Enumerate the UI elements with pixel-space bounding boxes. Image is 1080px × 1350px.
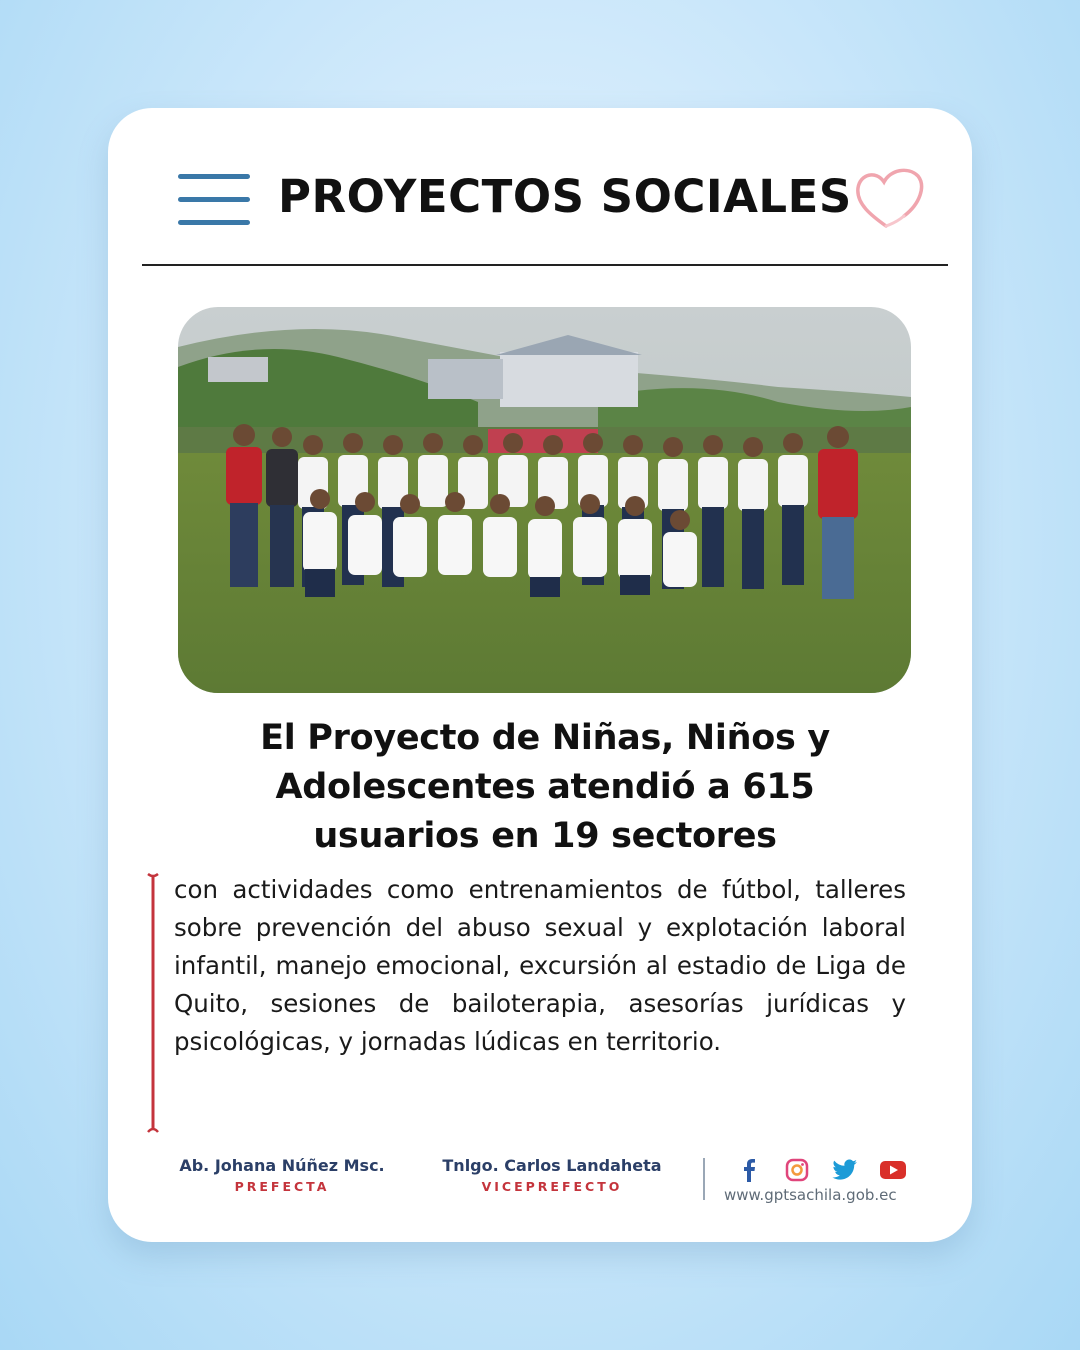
facebook-icon[interactable]	[728, 1158, 770, 1182]
signature-role: PREFECTA	[234, 1179, 330, 1194]
post-card	[108, 108, 972, 1242]
signature-name: Tnlgo. Carlos Landaheta	[442, 1156, 662, 1175]
signature-prefecta	[162, 1156, 402, 1194]
instagram-icon[interactable]	[776, 1158, 818, 1182]
youtube-icon[interactable]	[872, 1158, 914, 1182]
heart-icon	[852, 164, 926, 234]
signature-role: VICEPREFECTO	[481, 1179, 623, 1194]
menu-icon	[178, 174, 250, 222]
social-links	[728, 1158, 920, 1182]
headline	[148, 714, 942, 861]
signature-viceprefecto	[432, 1156, 672, 1194]
headline-line: usuarios en 19 sectores	[313, 816, 777, 856]
body-text: con actividades como entrenamientos de fútbol, talleres sobre prevención del abuso sexual y explotación laboral infantil, manejo emocional, excursión al estadio de Liga de Quito, sesiones de bailoterapia, asesorías jurídicas y psicológicas, y jornadas lúdicas en territorio.	[174, 875, 906, 1056]
quote-bracket	[146, 872, 160, 1134]
headline-line: Adolescentes atendió a 615	[275, 767, 815, 807]
page-title: PROYECTOS SOCIALES	[278, 170, 852, 223]
signature-name: Ab. Johana Núñez Msc.	[179, 1156, 385, 1175]
headline-line: El Proyecto de Niñas, Niños y	[260, 718, 830, 758]
footer-separator	[703, 1158, 705, 1200]
team-photo	[178, 307, 911, 693]
website-link[interactable]: www.gptsachila.gob.ec	[724, 1186, 897, 1204]
header-divider	[142, 264, 948, 266]
twitter-icon[interactable]	[824, 1158, 866, 1182]
